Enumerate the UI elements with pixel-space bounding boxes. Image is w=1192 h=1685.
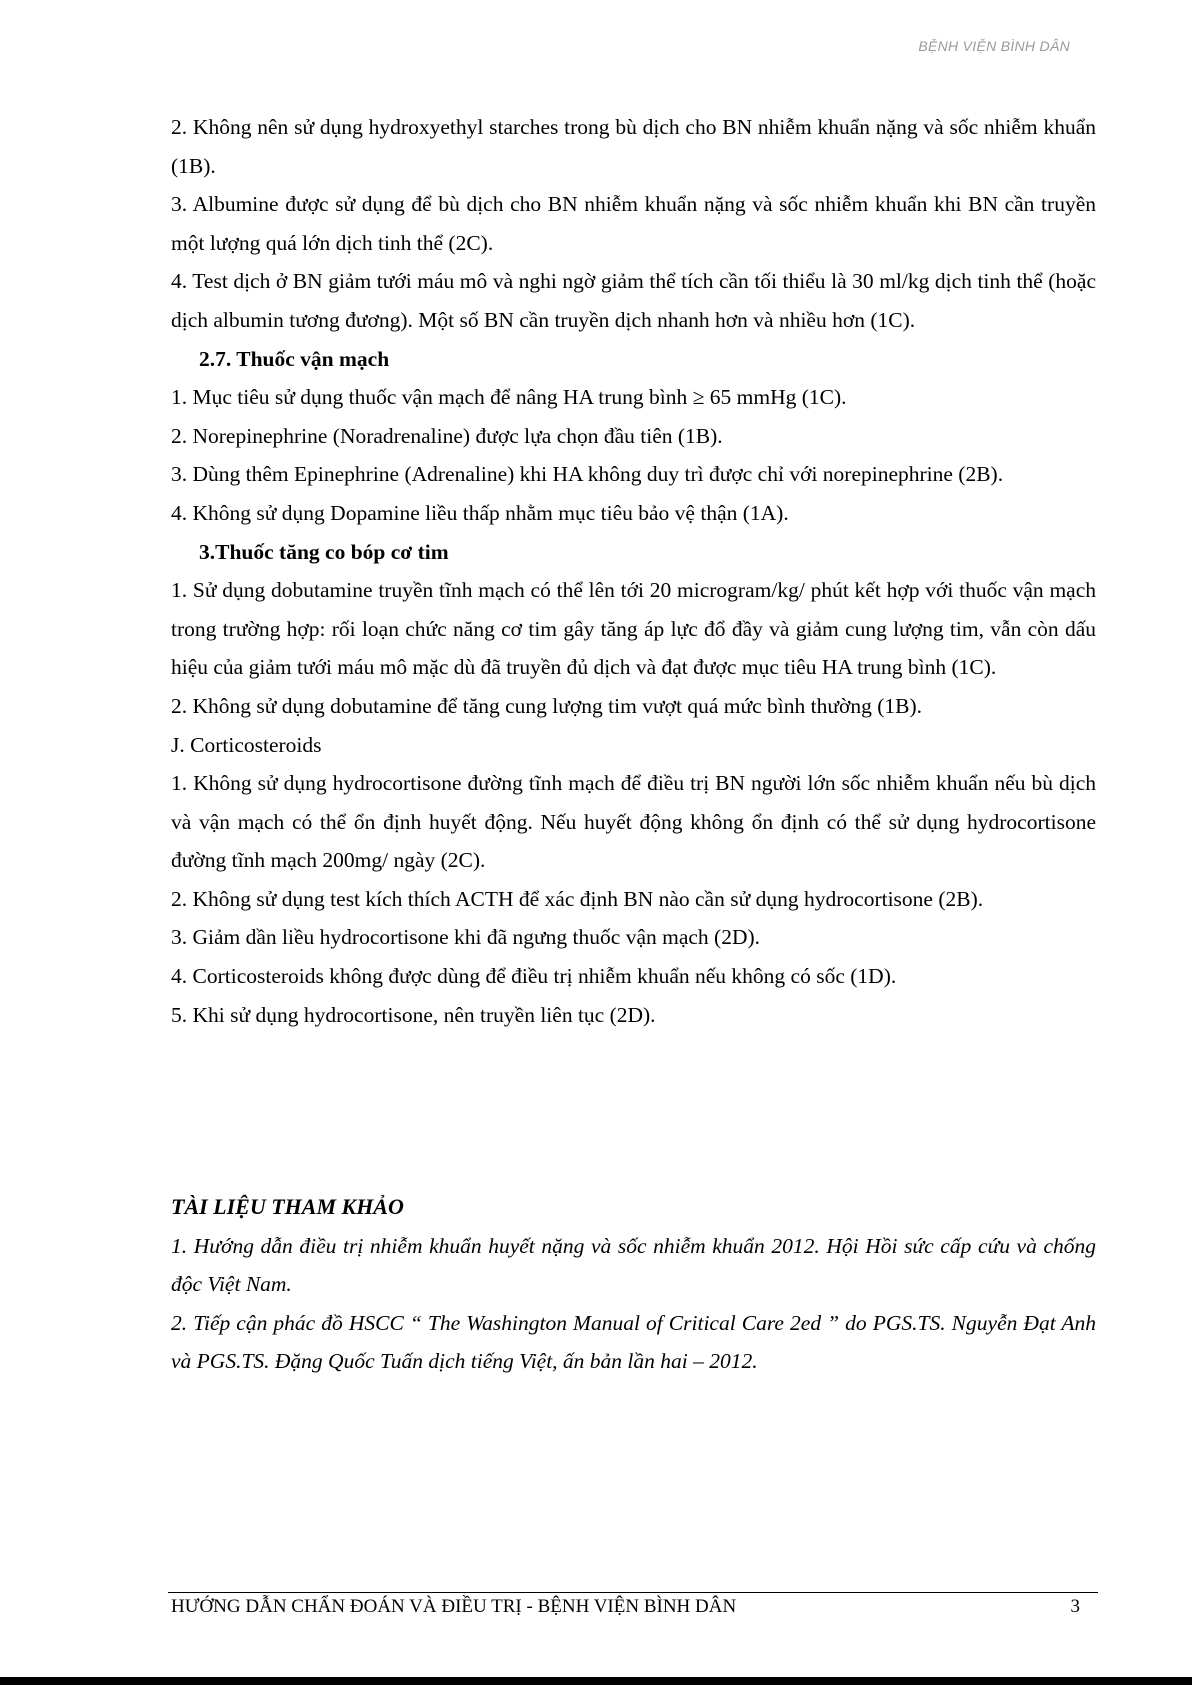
paragraph: J. Corticosteroids — [171, 732, 322, 757]
paragraph: 1. Sử dụng dobutamine truyền tĩnh mạch có thể lên tới 20 microgram/kg/ phút kết hợp với thuốc vận mạch trong trường hợp: rối loạn chức năng cơ tim gây tăng áp lực đổ đầy và giảm cung lượng tim, vẫn còn dấu hiệu của giảm tưới máu mô mặc dù đã truyền đủ dịch và đạt được mục tiêu HA trung bình (1C). — [171, 578, 1096, 680]
reference-item: 1. Hướng dẫn điều trị nhiễm khuẩn huyết nặng và sốc nhiễm khuẩn 2012. Hội Hồi sức cấp cứu và chống độc Việt Nam. — [171, 1233, 1096, 1297]
paragraph: 4. Corticosteroids không được dùng để điều trị nhiễm khuẩn nếu không có sốc (1D). — [171, 964, 897, 989]
paragraph: 3. Giảm dần liều hydrocortisone khi đã ngưng thuốc vận mạch (2D). — [171, 925, 761, 950]
paragraph: 2. Norepinephrine (Noradrenaline) được lựa chọn đầu tiên (1B). — [171, 423, 723, 448]
references-title: TÀI LIỆU THAM KHẢO — [171, 1194, 404, 1219]
paragraph: 2. Không sử dụng test kích thích ACTH để xác định BN nào cần sử dụng hydrocortisone (2B). — [171, 886, 984, 911]
paragraph: 5. Khi sử dụng hydrocortisone, nên truyền liên tục (2D). — [171, 1002, 656, 1027]
page-bottom-edge — [0, 1677, 1192, 1685]
section-heading: 2.7. Thuốc vận mạch — [199, 346, 390, 371]
reference-item: 2. Tiếp cận phác đồ HSCC “ The Washington Manual of Critical Care 2ed ” do PGS.TS. Nguyễn Đạt Anh và PGS.TS. Đặng Quốc Tuấn dịch tiếng Việt, ấn bản lần hai – 2012. — [171, 1310, 1096, 1374]
footer-title: HƯỚNG DẪN CHẨN ĐOÁN VÀ ĐIỀU TRỊ - BỆNH VIỆN BÌNH DÂN — [171, 1596, 737, 1617]
paragraph: 3. Albumine được sử dụng để bù dịch cho BN nhiễm khuẩn nặng và sốc nhiễm khuẩn khi BN cần truyền một lượng quá lớn dịch tinh thể (2C). — [171, 192, 1096, 255]
page-number: 3 — [1070, 1596, 1080, 1617]
paragraph: 2. Không nên sử dụng hydroxyethyl starches trong bù dịch cho BN nhiễm khuẩn nặng và sốc nhiễm khuẩn (1B). — [171, 115, 1096, 178]
references-section — [171, 1188, 1096, 1381]
paragraph: 3. Dùng thêm Epinephrine (Adrenaline) khi HA không duy trì được chỉ với norepinephrine (2B). — [171, 462, 1004, 487]
footer-divider — [168, 1592, 1098, 1593]
paragraph: 1. Không sử dụng hydrocortisone đường tĩnh mạch để điều trị BN người lớn sốc nhiễm khuẩn nếu bù dịch và vận mạch có thể ổn định huyết động. Nếu huyết động không ổn định có thể sử dụng hydrocortisone đường tĩnh mạch 200mg/ ngày (2C). — [171, 771, 1096, 873]
paragraph: 4. Test dịch ở BN giảm tưới máu mô và nghi ngờ giảm thể tích cần tối thiểu là 30 ml/kg dịch tinh thể (hoặc dịch albumin tương đương). Một số BN cần truyền dịch nhanh hơn và nhiều hơn (1C). — [171, 269, 1096, 332]
document-body — [171, 108, 1096, 1034]
paragraph: 4. Không sử dụng Dopamine liều thấp nhằm mục tiêu bảo vệ thận (1A). — [171, 500, 789, 525]
paragraph: 2. Không sử dụng dobutamine để tăng cung lượng tim vượt quá mức bình thường (1B). — [171, 693, 923, 718]
paragraph: 1. Mục tiêu sử dụng thuốc vận mạch để nâng HA trung bình ≥ 65 mmHg (1C). — [171, 385, 847, 410]
section-heading: 3.Thuốc tăng co bóp cơ tim — [199, 539, 449, 564]
running-header: BỆNH VIỆN BÌNH DÂN — [918, 38, 1070, 54]
